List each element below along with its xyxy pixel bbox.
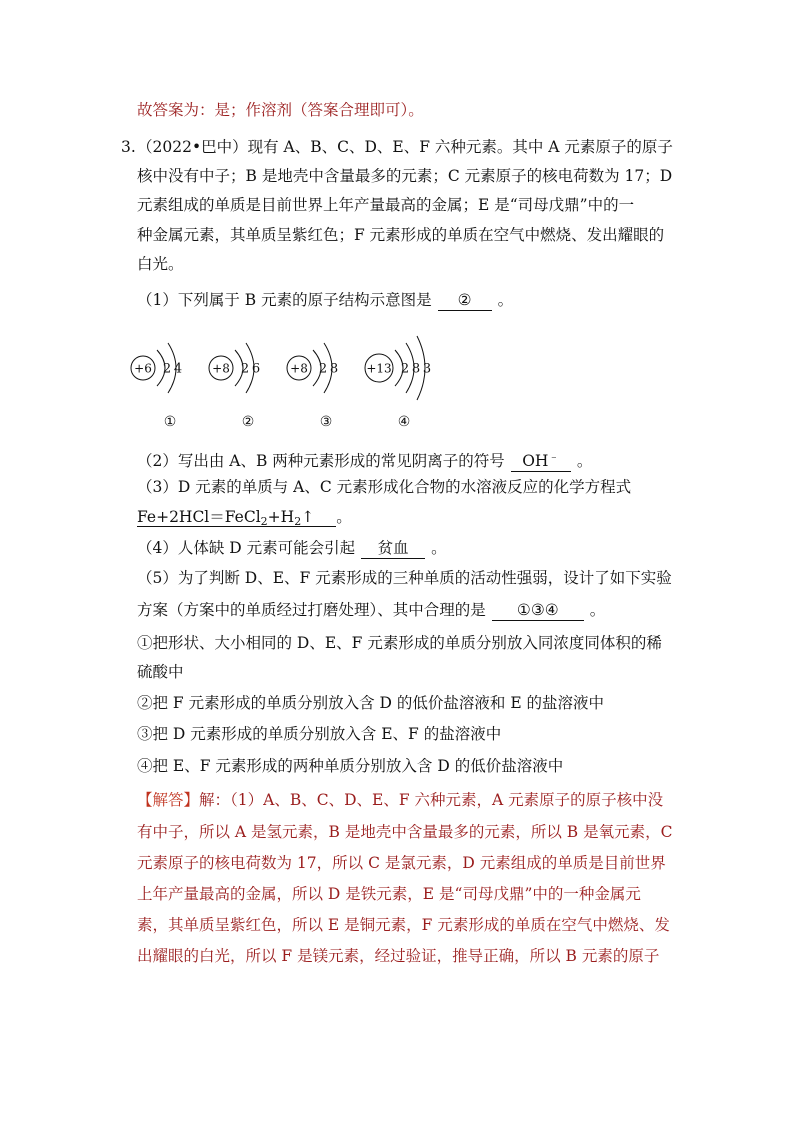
- option-3: ③把 D 元素形成的单质分别放入含 E、F 的盐溶液中: [137, 725, 502, 743]
- option-2: ②把 F 元素形成的单质分别放入含 D 的低价盐溶液和 E 的盐溶液中: [137, 694, 605, 712]
- solution-tag: 【解答】: [137, 791, 200, 809]
- nucleus-charge: +8: [212, 361, 230, 376]
- shell-electron-count: 3: [422, 361, 432, 377]
- part-3-equation: [137, 507, 352, 532]
- period: 。: [589, 601, 606, 619]
- atom-diagram-3: [287, 343, 338, 430]
- atom-diagram-4: [365, 336, 431, 430]
- part-4-text: （4）人体缺 D 元素可能会引起: [137, 539, 356, 557]
- part-2: [137, 447, 592, 472]
- shell-electron-count: 2: [240, 361, 250, 377]
- chemical-equation: [137, 508, 336, 527]
- solution-line-4: 上年产量最高的金属，所以 D 是铁元素，E 是“司母戊鼎”中的一种金属元: [137, 885, 641, 903]
- diagram-label: ①: [163, 414, 177, 430]
- atom-diagram-1: [131, 343, 182, 430]
- previous-answer: 故答案为：是；作溶剂（答案合理即可）。: [137, 101, 424, 119]
- hydroxide-symbol: OH: [522, 452, 549, 470]
- question-text-line-5: 白光。: [137, 255, 184, 273]
- solution-line-6: 出耀眼的白光，所以 F 是镁元素，经过验证，推导正确，所以 B 元素的原子: [137, 947, 660, 965]
- shell-electron-count: 2: [162, 361, 172, 377]
- charge-sign: ﹣: [548, 450, 560, 463]
- solution-line-3: 元素原子的核电荷数为 17，所以 C 是氯元素，D 元素组成的单质是目前世界: [137, 854, 666, 872]
- solution-line-2: 有中子，所以 A 是氢元素，B 是地壳中含量最多的元素，所以 B 是氧元素，C: [137, 823, 673, 841]
- period: 。: [431, 539, 447, 557]
- question-text-line-3: 元素组成的单质是目前世界上年产量最高的金属；E 是“司母戊鼎”中的一: [137, 196, 635, 214]
- part-5-line-1: （5）为了判断 D、E、F 元素形成的三种单质的活动性强弱，设计了如下实验: [137, 569, 672, 587]
- equation-subscript-b: 2: [294, 515, 302, 528]
- part-1: [137, 290, 513, 311]
- atomic-structure-diagrams: [130, 322, 470, 434]
- part-1-text: （1）下列属于 B 元素的原子结构示意图是: [137, 291, 432, 309]
- question-text-line-1: （2022•巴中）现有 A、B、C、D、E、F 六种元素。其中 A 元素原子的原子: [137, 138, 673, 156]
- solution-text: 解：（1）A、B、C、D、E、F 六种元素，A 元素原子的原子核中没: [199, 791, 664, 809]
- part-2-answer: [511, 447, 571, 472]
- nucleus-charge: +13: [366, 361, 392, 376]
- period: 。: [497, 291, 514, 309]
- part-2-text: （2）写出由 A、B 两种元素形成的常见阴离子的符号: [137, 452, 505, 470]
- part-4-answer: 贫血: [361, 538, 425, 559]
- option-4: ④把 E、F 元素形成的两种单质分别放入含 D 的低价盐溶液中: [137, 757, 564, 775]
- diagram-label: ④: [397, 414, 411, 430]
- period: 。: [576, 452, 593, 470]
- nucleus-charge: +6: [134, 361, 152, 376]
- shell-electron-count: 8: [329, 361, 339, 377]
- shell-electron-count: 6: [251, 361, 261, 377]
- nucleus-charge: +8: [290, 361, 308, 376]
- shell-electron-count: 2: [400, 361, 410, 377]
- option-1-line-1: ①把形状、大小相同的 D、E、F 元素形成的单质分别放入同浓度同体积的稀: [137, 634, 662, 652]
- shell-electron-count: 8: [411, 361, 421, 377]
- question-text-line-4: 种金属元素，其单质呈紫红色；F 元素形成的单质在空气中燃烧、发出耀眼的: [137, 226, 665, 244]
- question-text-line-2: 核中没有中子；B 是地壳中含量最多的元素；C 元素原子的核电荷数为 17；D: [137, 167, 673, 185]
- part-3-text: （3）D 元素的单质与 A、C 元素形成化合物的水溶液反应的化学方程式: [137, 478, 632, 496]
- diagram-label: ②: [241, 414, 255, 430]
- gas-arrow: ↑: [301, 508, 315, 526]
- part-5-answer: ①③④: [492, 600, 584, 621]
- shell-electron-count: 2: [318, 361, 328, 377]
- part-5-text: 方案（方案中的单质经过打磨处理）、其中合理的是: [137, 601, 486, 619]
- option-1-line-2: 硫酸中: [137, 663, 184, 681]
- solution-line-1: [137, 790, 663, 810]
- diagram-label: ③: [319, 414, 333, 430]
- equation-part-b: +H: [267, 508, 295, 526]
- period: 。: [336, 508, 352, 526]
- solution-line-5: 素，其单质呈紫红色，所以 E 是铜元素，F 元素形成的单质在空气中燃烧、发: [137, 916, 670, 934]
- shell-electron-count: 4: [173, 361, 183, 377]
- part-5-line-2: [137, 600, 605, 621]
- equation-part-a: Fe+2HCl＝FeCl: [137, 508, 261, 526]
- equation-subscript-a: 2: [260, 515, 268, 528]
- question-number: 3.: [121, 138, 136, 156]
- part-1-answer: ②: [438, 290, 492, 311]
- atom-diagram-2: [209, 343, 260, 430]
- part-4: [137, 538, 447, 559]
